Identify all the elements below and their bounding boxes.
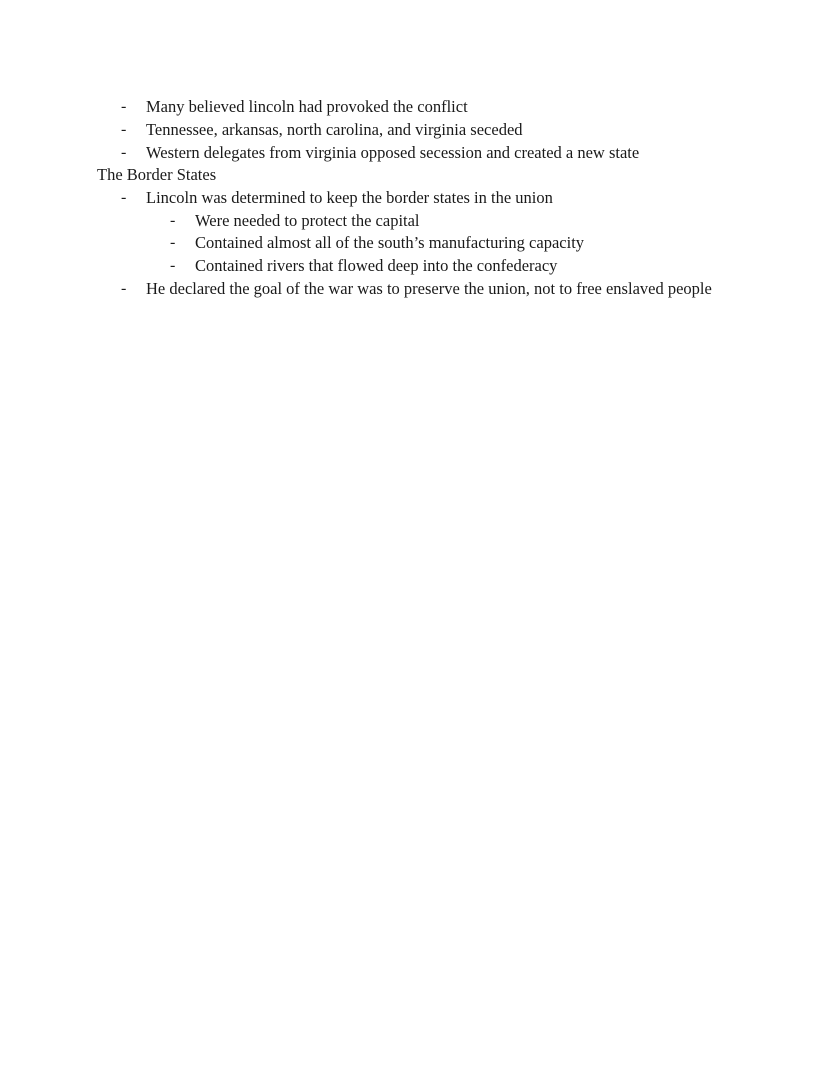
list-item: Lincoln was determined to keep the border states in the union — [146, 188, 553, 207]
bullet-dash: - — [121, 280, 127, 297]
list-item: He declared the goal of the war was to preserve the union, not to free enslaved people — [146, 279, 712, 298]
bullet-dash: - — [121, 121, 127, 138]
bullet-dash: - — [121, 144, 127, 161]
bullet-dash: - — [170, 212, 176, 229]
section-heading: The Border States — [97, 165, 217, 184]
bullet-dash: - — [170, 257, 176, 274]
list-item: Contained almost all of the south’s manufacturing capacity — [195, 233, 585, 252]
list-item: Many believed lincoln had provoked the conflict — [146, 97, 468, 116]
list-item: Tennessee, arkansas, north carolina, and virginia seceded — [146, 120, 523, 139]
bullet-dash: - — [170, 234, 176, 251]
bullet-dash: - — [121, 98, 127, 115]
bullet-dash: - — [121, 189, 127, 206]
list-item: Western delegates from virginia opposed secession and created a new state — [146, 143, 640, 162]
list-item: Were needed to protect the capital — [195, 211, 420, 230]
list-item: Contained rivers that flowed deep into the confederacy — [195, 256, 558, 275]
